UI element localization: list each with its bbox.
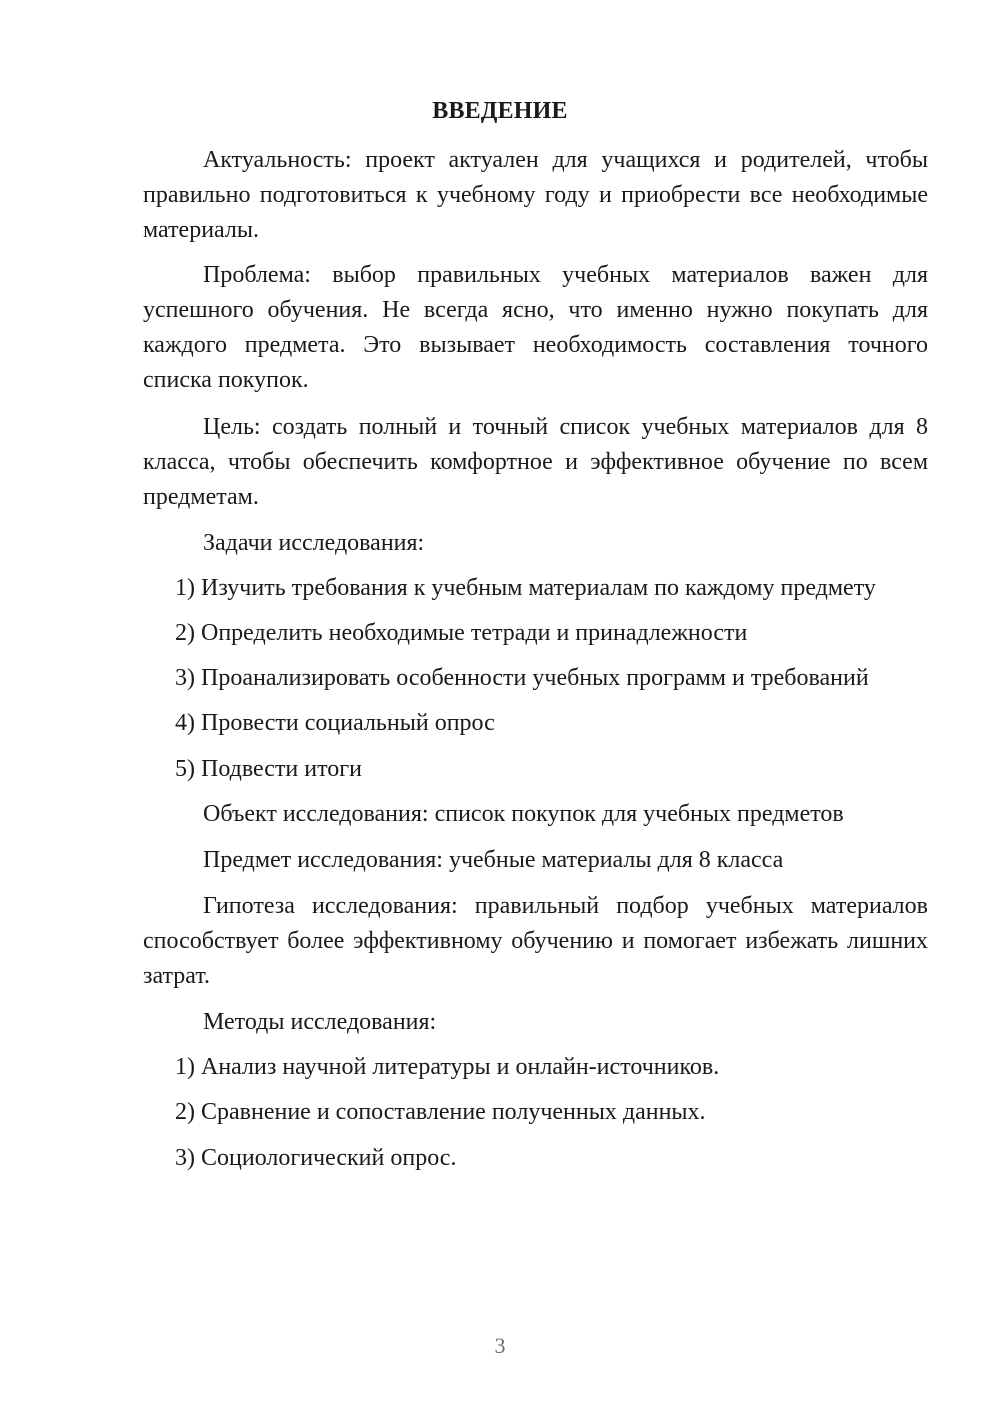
task-item: 4) Провести социальный опрос bbox=[175, 710, 495, 736]
method-item: 3) Социологический опрос. bbox=[175, 1145, 457, 1171]
goal-paragraph: Цель: создать полный и точный список учебных материалов для 8 класса, чтобы обеспечить комфортное и эффективное обучение по всем предметам. bbox=[143, 414, 928, 510]
research-object: Объект исследования: список покупок для учебных предметов bbox=[203, 801, 844, 827]
task-item: 2) Определить необходимые тетради и принадлежности bbox=[175, 620, 748, 646]
task-item: 1) Изучить требования к учебным материалам по каждому предмету bbox=[175, 575, 876, 601]
method-item: 2) Сравнение и сопоставление полученных данных. bbox=[175, 1099, 706, 1125]
relevance-paragraph: Актуальность: проект актуален для учащихся и родителей, чтобы правильно подготовиться к учебному году и приобрести все необходимые материалы. bbox=[143, 147, 928, 243]
hypothesis-paragraph: Гипотеза исследования: правильный подбор учебных материалов способствует более эффективному обучению и помогает избежать лишних затрат. bbox=[143, 893, 928, 989]
task-item: 3) Проанализировать особенности учебных программ и требований bbox=[175, 665, 869, 691]
task-item: 5) Подвести итоги bbox=[175, 756, 362, 782]
problem-paragraph: Проблема: выбор правильных учебных материалов важен для успешного обучения. Не всегда ясно, что именно нужно покупать для каждого предмета. Это вызывает необходимость составления точного списка покупок. bbox=[143, 262, 928, 393]
tasks-heading: Задачи исследования: bbox=[203, 530, 425, 556]
research-subject: Предмет исследования: учебные материалы для 8 класса bbox=[203, 847, 784, 873]
page-title: ВВЕДЕНИЕ bbox=[432, 98, 568, 124]
methods-heading: Методы исследования: bbox=[203, 1009, 437, 1035]
page-number: 3 bbox=[494, 1333, 506, 1358]
method-item: 1) Анализ научной литературы и онлайн-источников. bbox=[175, 1054, 720, 1080]
